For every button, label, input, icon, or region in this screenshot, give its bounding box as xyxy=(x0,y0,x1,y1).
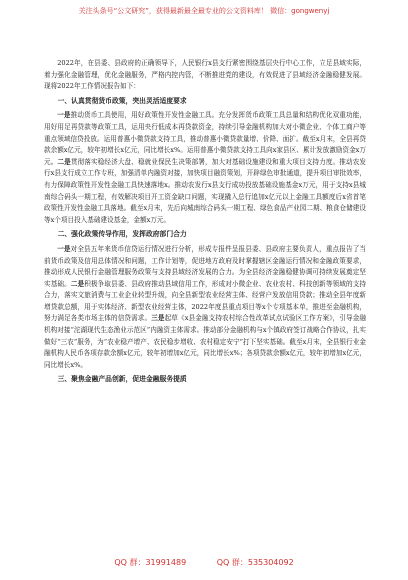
section-2-p2-text: 积极争取县委、县政府推动县域信用工作，形成对小微企业、农业农村、科技创新等领域的支持合力，落实文旅消费与工业企业转型升级，向全县新型农业经营主体、经营户发放信用贷款；推动全县年度新增贷款总额，用于实体经济、新型农业经营主体，2022年度县重点项目等x个专项基本单，推进至金融机构，努力满足各类市场主体的信贷需求。 xyxy=(44,279,366,323)
section-2-p3-lead: 三是 xyxy=(151,314,165,323)
section-2-paragraph-1 xyxy=(44,244,366,372)
section-3-heading: 三、聚焦金融产品创新，促进金融服务提质 xyxy=(57,375,187,384)
section-1-p1b-lead: 二是 xyxy=(57,157,71,166)
header-promo-text: 关注头条号“公文研究”，获得最新最全最专业的公文资料库！ xyxy=(78,7,268,15)
section-1-p1-text: 推动货币工具使用，用好政策性开发性金融工具。充分发挥货币政策工具总量和结构优化双重功能，用好用足再贷款等政策工具，运用央行低成本再贷款资金，持续引导金融机构加大对小微企业、个体工商户等重点领域信贷投放。运用普惠小微贷款支持工具，推动普惠小微贷款量增、价降、面扩。截至x月末，全县再贷款余额x亿元，较年初增长x亿元，同比增长x%。运用普惠小微贷款支持工具向x家县区、累计发放激励资金x万元。 xyxy=(44,111,367,166)
section-2-p2-lead: 二是 xyxy=(70,279,85,288)
section-2-p1-lead: 一是 xyxy=(57,244,71,253)
page-footer xyxy=(0,557,408,568)
section-2-heading: 二、强化政策传导作用，发挥政府部门合力 xyxy=(57,230,187,239)
section-1-p1b-text: 贯彻落实稳经济大盘、稳就业保民生决策部署，加大对基础设施建设和重大项目支持力度。推动农发行x县支行成立工作专班，加强清单内融资对接，加快项目融资策划，开辟绿色审批通道，提升项目审批效率，有力保障政策性开发性金融工具快速落地x。推动农发行x县支行成功投放基础设施基金x万元，用于支持x县城南综合码头一期工程，有效解决项目开工资金缺口问题，实现撬入总行追加x亿元以上金融工具额度后x省首笔政策性开发性金融工具落地。截至x月末，先后向城南综合码头一期工程、绿色食品产业园二期、粮食仓储建设等x个项目投入基础建设基金，金额x万元。 xyxy=(44,157,366,224)
footer-qq-group-1: QQ 群：31991489 xyxy=(114,558,187,567)
section-1-paragraph-1 xyxy=(44,110,366,226)
section-2-p3-text: 起草《x县金融支持农村综合性改革试点试验区工作方案》，引导金融机构对接“沱湖现代生态渔业示范区”内融资主体需求。推动部分金融机构与x个镇政府签订战略合作协议，扎实做好“三农”服务，为“农业稳产增产、农民稳步增收、农村稳定安宁”打下坚实基础。截至x月末，全县银行业金融机构人民币各项存款余额x亿元，较年初增加x亿元，同比增长x%；各项贷款余额x亿元，较年初增加x亿元，同比增长x%。 xyxy=(44,314,367,369)
section-2-p1-text: 对全县五年来货币信贷运行情况进行分析，形成专报件呈报县委、县政府主要负责人，重点报告了当前货币政策及信用总体情况和问题，工作计划等，促进地方政府及时掌握辖区金融运行情况和金融政策要求，推动形成人民银行金融管理服务政策与支持县域经济发展的合力。为全县经济金融稳健协调可持续发展奠定坚实基础。 xyxy=(44,244,367,288)
page-header xyxy=(0,6,408,16)
header-promo-line xyxy=(0,6,408,16)
document-body xyxy=(44,58,366,389)
section-1-p1-lead: 一是 xyxy=(57,111,71,120)
header-wechat-id: 微信：gongwenyj xyxy=(270,7,330,15)
intro-paragraph: 2022年，在县委、县政府的正确领导下，人民银行x县支行紧密围绕基层央行中心工作，立足县域实际，着力强化金融管理，优化金融服务，严格内控内管，不断推进党的建设，有效促进了县域经济金融稳健发展。现将2022年工作情况报告如下： xyxy=(44,59,366,91)
section-1-heading: 一、认真贯彻货币政策，突出灵活适度要求 xyxy=(57,96,187,105)
footer-qq-group-2: QQ 群：535304092 xyxy=(216,558,294,567)
